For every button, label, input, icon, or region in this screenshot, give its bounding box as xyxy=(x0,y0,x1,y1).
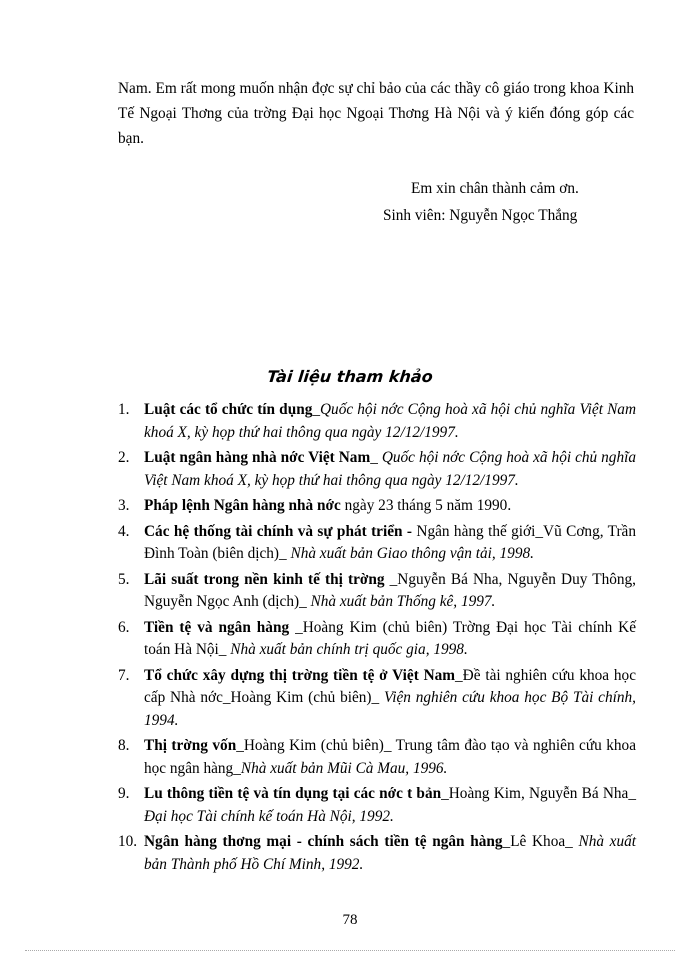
reference-source: _ Nhà xuất bản Thành phố Hồ Chí Minh, 1992. xyxy=(144,833,637,873)
page-number: 78 xyxy=(342,912,358,928)
reference-item xyxy=(118,783,636,828)
reference-number: 4. xyxy=(118,522,130,540)
reference-title: Thị trờng vốn xyxy=(144,737,237,754)
reference-number: 1. xyxy=(118,401,130,418)
reference-details: _Nguyễn Bá Nha, Nguyễn Duy Thông, Nguyễn Ngọc Anh (dịch) xyxy=(144,570,636,610)
reference-title: Luật các tổ chức tín dụng xyxy=(144,401,313,418)
reference-details: _Đề tài nghiên cứu khoa học cấp Nhà nớc_Hoàng Kim (chủ biên) xyxy=(144,666,636,706)
reference-number: 6. xyxy=(118,618,130,636)
reference-number: 3. xyxy=(118,497,130,514)
reference-number: 9. xyxy=(118,785,130,802)
student-signature-line: Sinh viên: Nguyễn Ngọc Thắng xyxy=(383,207,578,224)
reference-source: _Quốc hội nớc Cộng hoà xã hội chủ nghĩa Việt Nam khoá X, kỳ họp thứ hai thông qua ngày 12/12/1997. xyxy=(144,401,636,441)
reference-item xyxy=(118,735,636,780)
references-heading: Tài liệu tham khảo xyxy=(266,367,434,386)
reference-item xyxy=(118,617,636,662)
closing-thanks: Em xin chân thành cảm ơn. xyxy=(411,180,579,197)
reference-details: ngày 23 tháng 5 năm 1990. xyxy=(340,497,512,514)
reference-number: 5. xyxy=(118,570,130,588)
reference-item xyxy=(118,831,636,876)
reference-title: Tiền tệ và ngân hàng xyxy=(144,618,290,636)
reference-item xyxy=(118,399,636,444)
reference-title: Các hệ thống tài chính và sự phát triển - xyxy=(144,522,417,540)
reference-source: _ Đại học Tài chính kế toán Hà Nội, 1992. xyxy=(144,785,636,825)
reference-source: _ Quốc hội nớc Cộng hoà xã hội chủ nghĩa Việt Nam khoá X, kỳ họp thứ hai thông qua ngày 12/12/1997. xyxy=(144,449,637,489)
reference-title: Lãi suất trong nền kinh tế thị trờng xyxy=(144,570,385,588)
reference-item xyxy=(118,495,636,518)
reference-source: _ Nhà xuất bản Giao thông vận tải, 1998. xyxy=(279,545,534,562)
reference-details: _Hoàng Kim (chủ biên) Trờng Đại học Tài chính Kế toán Hà Nội xyxy=(144,618,637,658)
reference-number: 8. xyxy=(118,737,130,754)
reference-item xyxy=(118,447,636,492)
reference-title: Pháp lệnh Ngân hàng nhà nớc xyxy=(144,497,341,514)
reference-item xyxy=(118,521,636,566)
reference-number: 7. xyxy=(118,666,130,684)
reference-source: _ Viện nghiên cứu khoa học Bộ Tài chính, 1994. xyxy=(144,689,636,729)
reference-number: 10. xyxy=(118,833,138,850)
reference-details: _Hoàng Kim, Nguyễn Bá Nha xyxy=(441,785,629,802)
reference-details: _Lê Khoa xyxy=(502,833,566,850)
intro-paragraph: Nam. Em rất mong muốn nhận đợc sự chỉ bảo của các thầy cô giáo trong khoa Kinh Tế Ngoại Thơng của trờng Đại học Ngoại Thơng Hà Nội và ý kiến đóng góp các bạn. xyxy=(118,80,634,147)
reference-title: Luật ngân hàng nhà nớc Việt Nam xyxy=(144,449,371,466)
reference-source: _Nhà xuất bản Mũi Cà Mau, 1996. xyxy=(233,759,448,777)
reference-source: _ Nhà xuất bản chính trị quốc gia, 1998. xyxy=(218,641,468,658)
reference-item xyxy=(118,665,636,733)
reference-list xyxy=(118,399,636,879)
footer-divider xyxy=(25,950,675,951)
reference-title: Lu thông tiền tệ và tín dụng tại các nớc t bản xyxy=(144,785,442,802)
reference-title: Ngân hàng thơng mại - chính sách tiền tệ ngân hàng xyxy=(144,833,503,850)
reference-source: _ Nhà xuất bản Thống kê, 1997. xyxy=(299,593,496,610)
reference-number: 2. xyxy=(118,449,130,466)
reference-title: Tổ chức xây dựng thị trờng tiền tệ ở Việt Nam xyxy=(144,666,456,684)
reference-item xyxy=(118,569,636,614)
reference-details: _Hoàng Kim (chủ biên)_ Trung tâm đào tạo và nghiên cứu khoa học ngân hàng xyxy=(144,737,636,777)
reference-details: Ngân hàng thế giới_Vũ Cơng, Trần Đình Toàn (biên dịch) xyxy=(144,522,636,562)
